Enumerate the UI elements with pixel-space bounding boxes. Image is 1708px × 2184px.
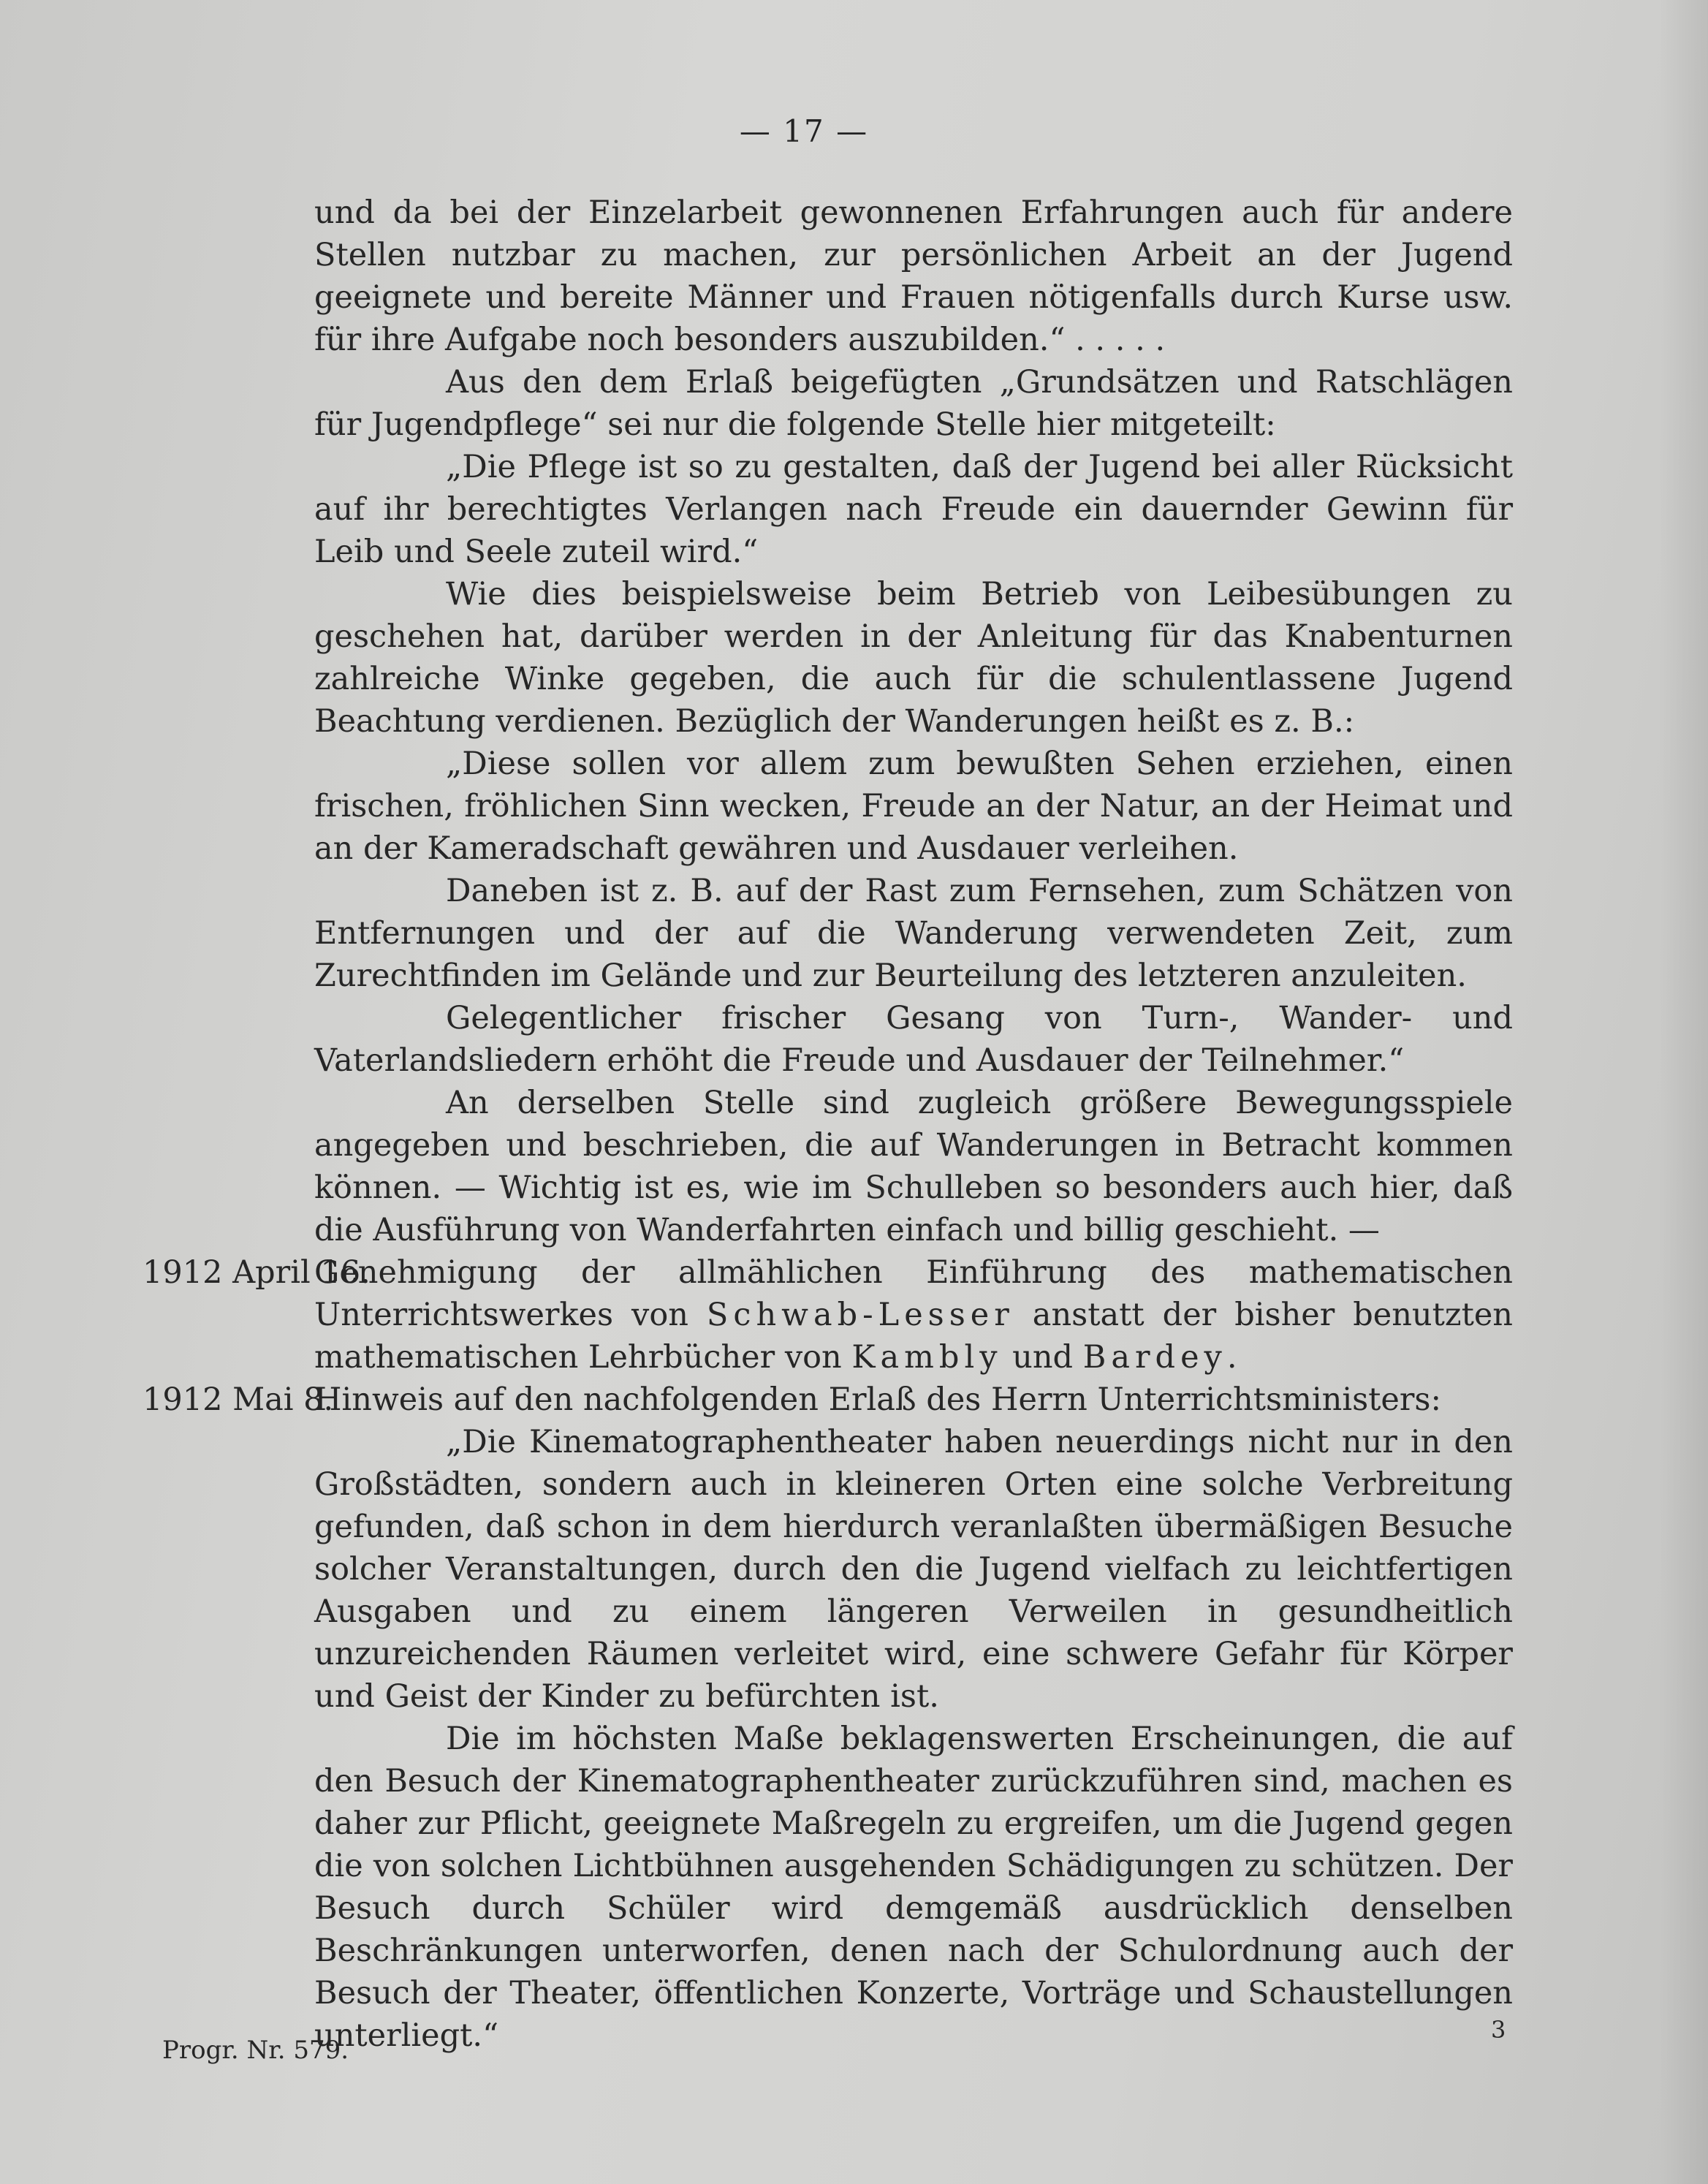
author-name: Bardey (1082, 1339, 1227, 1376)
quote-paragraph: Gelegentlicher frischer Gesang von Turn-, Wander- und Vaterlandsliedern erhöht die Freude und Ausdauer der Teilnehmer.“ (314, 1000, 1513, 1079)
author-name: Kambly (851, 1339, 1003, 1376)
entry-text: anstatt der bisher benutzten mathematischen Lehrbücher von (314, 1297, 1513, 1376)
entry-text: Hinweis auf den nachfolgenden Erlaß des Herrn Unterrichtsministers: (314, 1381, 1441, 1418)
author-name: Schwab-Lesser (706, 1297, 1014, 1333)
dated-entry-1 (143, 1251, 1513, 1379)
paragraph: und da bei der Einzelarbeit gewonnenen Erfahrungen auch für andere Stellen nutzbar zu machen, zur persönlichen Arbeit an der Jugend geeignete und bereite Männer und Frauen nötigenfalls durch Kurse usw. für ihre Aufgabe noch besonders auszubilden.“ . . . . . (314, 194, 1513, 358)
page-edge-shadow (1659, 0, 1708, 2184)
entry-text: . (1226, 1339, 1237, 1376)
quote-paragraph: „Die Kinematographentheater haben neuerdings nicht nur in den Großstädten, sondern auch in kleineren Orten eine solche Verbreitung gefunden, daß schon in dem hierdurch veranlaßten übermäßigen Besuche solcher Veranstaltungen, durch den die Jugend vielfach zu leichtfertigen Ausgaben und zu einem längeren Verweilen in gesundheitlich unzureichenden Räumen verleitet wird, eine schwere Gefahr für Körper und Geist der Kinder zu befürchten ist. (314, 1424, 1513, 1715)
entry-date: 1912 Mai 8. (143, 1381, 334, 1418)
quote-paragraph: Daneben ist z. B. auf der Rast zum Fernsehen, zum Schätzen von Entfernungen und der auf die Wanderung verwendeten Zeit, zum Zurechtfinden im Gelände und zur Beurteilung des letzteren anzuleiten. (314, 873, 1513, 994)
paragraph: Wie dies beispielsweise beim Betrieb von Leibesübungen zu geschehen hat, darüber werden in der Anleitung für das Knabenturnen zahlreiche Winke gegeben, die auch für die schulentlassene Jugend Beachtung verdienen. Bezüglich der Wanderungen heißt es z. B.: (314, 576, 1513, 740)
entry-text: und (1002, 1339, 1083, 1376)
dated-entry-2 (143, 1379, 1513, 1421)
quote-paragraph: „Diese sollen vor allem zum bewußten Sehen erziehen, einen frischen, fröhlichen Sinn wecken, Freude an der Natur, an der Heimat und an der Kameradschaft gewähren und Ausdauer verleihen. (314, 746, 1513, 867)
paragraph: An derselben Stelle sind zugleich größere Bewegungsspiele angegeben und beschrieben, die auf Wanderungen in Betracht kommen können. — Wichtig ist es, wie im Schulleben so besonders auch hier, daß die Ausführung von Wanderfahrten einfach und billig geschieht. — (314, 1085, 1513, 1248)
page-number: — 17 — (739, 113, 869, 149)
program-number: Progr. Nr. 579. (162, 2036, 349, 2065)
quote-paragraph: „Die Pflege ist so zu gestalten, daß der Jugend bei aller Rücksicht auf ihr berechtigtes Verlangen nach Freude ein dauernder Gewinn für Leib und Seele zuteil wird.“ (314, 449, 1513, 570)
quote-paragraph: Die im höchsten Maße beklagenswerten Erscheinungen, die auf den Besuch der Kinematographentheater zurückzuführen sind, machen es daher zur Pflicht, geeignete Maßregeln zu ergreifen, um die Jugend gegen die von solchen Lichtbühnen ausgehenden Schädigungen zu schützen. Der Besuch durch Schüler wird demgemäß ausdrücklich denselben Beschränkungen unterworfen, denen nach der Schulordnung auch der Besuch der Theater, öffentlichen Konzerte, Vorträge und Schaustellungen unterliegt.“ (314, 1721, 1513, 2054)
paragraph: Aus den dem Erlaß beigefügten „Grundsätzen und Ratschlägen für Jugendpflege“ sei nur die folgende Stelle hier mitgeteilt: (314, 364, 1513, 443)
entry-date: 1912 April 16. (143, 1254, 371, 1291)
entry-text: Genehmigung der allmählichen Einführung des mathematischen Unterrichtswerkes von (314, 1254, 1513, 1333)
signature-mark: 3 (1491, 2016, 1506, 2044)
